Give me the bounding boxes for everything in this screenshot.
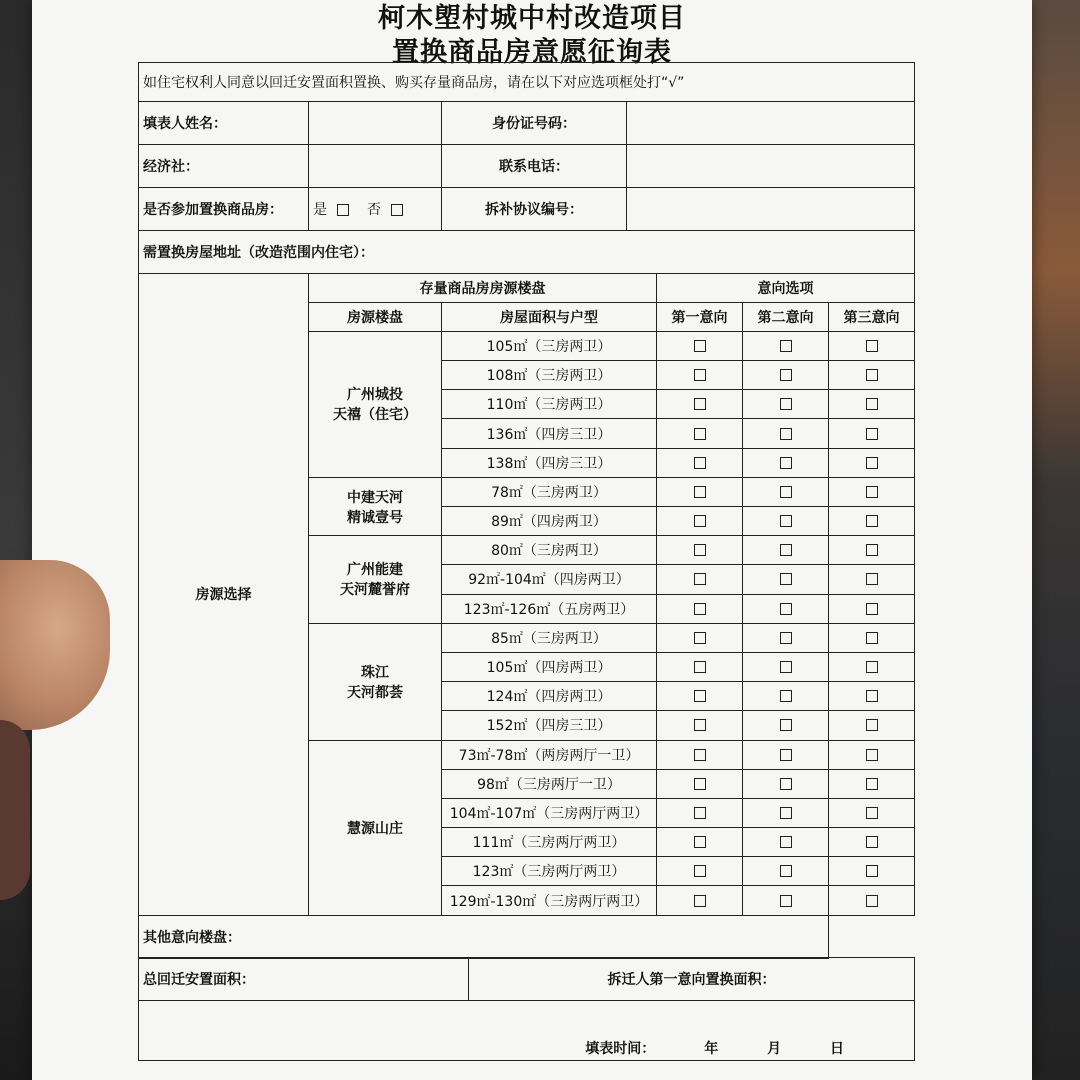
intent-cell-second [743, 682, 829, 711]
third-intent-checkbox[interactable] [866, 398, 878, 410]
id-field[interactable] [627, 102, 915, 145]
first-intent-checkbox[interactable] [694, 865, 706, 877]
intent-cell-third [829, 565, 915, 594]
intent-cell-third [829, 361, 915, 390]
intent-cell-first [657, 682, 743, 711]
col-third-header: 第三意向 [829, 302, 915, 331]
unit-area: 123㎡（三房两厅两卫） [442, 857, 657, 886]
second-intent-checkbox[interactable] [780, 544, 792, 556]
third-intent-checkbox[interactable] [866, 807, 878, 819]
intent-cell-third [829, 419, 915, 448]
intent-cell-second [743, 594, 829, 623]
second-intent-checkbox[interactable] [780, 749, 792, 761]
second-intent-checkbox[interactable] [780, 486, 792, 498]
third-intent-checkbox[interactable] [866, 661, 878, 673]
unit-area: 110㎡（三房两卫） [442, 390, 657, 419]
first-intent-checkbox[interactable] [694, 661, 706, 673]
first-intent-checkbox[interactable] [694, 603, 706, 615]
info-table [138, 62, 915, 274]
intent-cell-third [829, 507, 915, 536]
intent-cell-third [829, 682, 915, 711]
first-intent-checkbox[interactable] [694, 749, 706, 761]
housing-table [138, 273, 915, 959]
intent-cell-first [657, 448, 743, 477]
intent-cell-first [657, 740, 743, 769]
first-intent-checkbox[interactable] [694, 632, 706, 644]
third-intent-checkbox[interactable] [866, 515, 878, 527]
unit-area: 104㎡-107㎡（三房两厅两卫） [442, 798, 657, 827]
second-intent-checkbox[interactable] [780, 369, 792, 381]
unit-area: 73㎡-78㎡（两房两厅一卫） [442, 740, 657, 769]
second-intent-checkbox[interactable] [780, 865, 792, 877]
first-intent-checkbox[interactable] [694, 515, 706, 527]
yes-checkbox[interactable] [337, 204, 349, 216]
intent-cell-second [743, 857, 829, 886]
intent-cell-third [829, 857, 915, 886]
intent-cell-first [657, 390, 743, 419]
third-intent-checkbox[interactable] [866, 428, 878, 440]
intent-cell-third [829, 594, 915, 623]
second-intent-checkbox[interactable] [780, 778, 792, 790]
col-estate-header: 房源楼盘 [309, 302, 442, 331]
second-intent-checkbox[interactable] [780, 661, 792, 673]
intent-cell-first [657, 477, 743, 506]
intent-cell-second [743, 419, 829, 448]
first-intent-checkbox[interactable] [694, 895, 706, 907]
unit-area: 78㎡（三房两卫） [442, 477, 657, 506]
estate-name: 珠江 天河都荟 [309, 623, 442, 740]
col-first-header: 第一意向 [657, 302, 743, 331]
intent-cell-first [657, 536, 743, 565]
intent-cell-third [829, 740, 915, 769]
join-options [309, 188, 442, 231]
unit-area: 98㎡（三房两厅一卫） [442, 769, 657, 798]
intent-cell-first [657, 711, 743, 740]
first-intent-checkbox[interactable] [694, 398, 706, 410]
third-intent-checkbox[interactable] [866, 895, 878, 907]
agreement-label: 拆补协议编号： [442, 188, 627, 231]
phone-label: 联系电话： [442, 145, 627, 188]
month-label: 月 [767, 1041, 782, 1058]
third-intent-checkbox[interactable] [866, 369, 878, 381]
intent-cell-second [743, 390, 829, 419]
no-checkbox[interactable] [391, 204, 403, 216]
intent-cell-third [829, 331, 915, 360]
intent-cell-second [743, 740, 829, 769]
unit-area: 111㎡（三房两厅两卫） [442, 828, 657, 857]
first-intent-checkbox[interactable] [694, 457, 706, 469]
intent-cell-third [829, 448, 915, 477]
first-intent-checkbox[interactable] [694, 778, 706, 790]
date-row [139, 1001, 915, 1061]
third-intent-checkbox[interactable] [866, 340, 878, 352]
intent-cell-second [743, 448, 829, 477]
intent-cell-third [829, 477, 915, 506]
third-intent-checkbox[interactable] [866, 865, 878, 877]
second-intent-checkbox[interactable] [780, 340, 792, 352]
intent-cell-first [657, 828, 743, 857]
third-intent-checkbox[interactable] [866, 603, 878, 615]
second-intent-checkbox[interactable] [780, 603, 792, 615]
estate-name: 慧源山庄 [309, 740, 442, 915]
id-label: 身份证号码： [442, 102, 627, 145]
unit-area: 92㎡-104㎡（四房两卫） [442, 565, 657, 594]
second-intent-checkbox[interactable] [780, 398, 792, 410]
intent-cell-first [657, 331, 743, 360]
intent-cell-first [657, 769, 743, 798]
col-area-header: 房屋面积与户型 [442, 302, 657, 331]
third-intent-checkbox[interactable] [866, 836, 878, 848]
intent-cell-first [657, 652, 743, 681]
unit-area: 105㎡（三房两卫） [442, 331, 657, 360]
instruction-note: 如住宅权利人同意以回迁安置面积置换、购买存量商品房，请在以下对应选项框处打“√” [139, 63, 915, 102]
intent-cell-second [743, 331, 829, 360]
intent-cell-third [829, 886, 915, 915]
agreement-field[interactable] [627, 188, 915, 231]
unit-area: 123㎡-126㎡（五房两卫） [442, 594, 657, 623]
first-intent-checkbox[interactable] [694, 428, 706, 440]
second-intent-checkbox[interactable] [780, 515, 792, 527]
estate-name: 广州城投 天禧（住宅） [309, 331, 442, 477]
section-label: 房源选择 [139, 273, 309, 915]
intent-cell-second [743, 361, 829, 390]
intent-cell-third [829, 536, 915, 565]
second-intent-checkbox[interactable] [780, 719, 792, 731]
address-label: 需置换房屋地址（改造范围内住宅）： [139, 231, 915, 274]
join-label: 是否参加置换商品房： [139, 188, 309, 231]
second-intent-checkbox[interactable] [780, 895, 792, 907]
date-label: 填表时间： [585, 1041, 656, 1058]
intent-cell-second [743, 565, 829, 594]
year-label: 年 [704, 1041, 719, 1058]
estate-name: 广州能建 天河麓誉府 [309, 536, 442, 624]
form-paper [32, 0, 1032, 1080]
intent-cell-second [743, 536, 829, 565]
intent-cell-second [743, 886, 829, 915]
intent-cell-second [743, 828, 829, 857]
econ-label: 经济社： [139, 145, 309, 188]
second-intent-checkbox[interactable] [780, 457, 792, 469]
intent-cell-third [829, 652, 915, 681]
intent-header: 意向选项 [657, 273, 915, 302]
day-label: 日 [830, 1041, 844, 1058]
intent-cell-second [743, 798, 829, 827]
second-intent-checkbox[interactable] [780, 836, 792, 848]
intent-cell-first [657, 886, 743, 915]
second-intent-checkbox[interactable] [780, 690, 792, 702]
name-label: 填表人姓名： [139, 102, 309, 145]
intent-cell-third [829, 390, 915, 419]
intent-cell-second [743, 769, 829, 798]
second-intent-checkbox[interactable] [780, 428, 792, 440]
third-intent-checkbox[interactable] [866, 690, 878, 702]
econ-field[interactable] [309, 145, 442, 188]
form-title [32, 2, 1032, 70]
col-second-header: 第二意向 [743, 302, 829, 331]
intent-cell-first [657, 419, 743, 448]
intent-cell-third [829, 828, 915, 857]
intent-cell-third [829, 623, 915, 652]
unit-area: 80㎡（三房两卫） [442, 536, 657, 565]
third-intent-checkbox[interactable] [866, 749, 878, 761]
unit-area: 138㎡（四房三卫） [442, 448, 657, 477]
intent-cell-second [743, 507, 829, 536]
second-intent-checkbox[interactable] [780, 632, 792, 644]
yes-label: 是 [313, 202, 329, 218]
first-intent-checkbox[interactable] [694, 369, 706, 381]
third-intent-checkbox[interactable] [866, 457, 878, 469]
intent-cell-first [657, 507, 743, 536]
intent-cell-third [829, 798, 915, 827]
unit-area: 124㎡（四房两卫） [442, 682, 657, 711]
phone-field[interactable] [627, 145, 915, 188]
intent-cell-first [657, 565, 743, 594]
intent-cell-second [743, 623, 829, 652]
second-intent-checkbox[interactable] [780, 807, 792, 819]
third-intent-checkbox[interactable] [866, 632, 878, 644]
intent-cell-first [657, 623, 743, 652]
intent-cell-first [657, 798, 743, 827]
unit-area: 89㎡（四房两卫） [442, 507, 657, 536]
name-field[interactable] [309, 102, 442, 145]
total-area-label: 总回迁安置面积： [139, 958, 469, 1001]
survey-form [138, 62, 914, 1061]
first-intent-checkbox[interactable] [694, 719, 706, 731]
intent-cell-first [657, 857, 743, 886]
intent-cell-first [657, 361, 743, 390]
third-intent-checkbox[interactable] [866, 778, 878, 790]
third-intent-checkbox[interactable] [866, 544, 878, 556]
intent-cell-second [743, 477, 829, 506]
hand-shadow [0, 720, 30, 900]
estate-name: 中建天河 精诚壹号 [309, 477, 442, 535]
title-line-1: 柯木塱村城中村改造项目 [378, 3, 686, 34]
unit-area: 136㎡（四房三卫） [442, 419, 657, 448]
unit-area: 105㎡（四房两卫） [442, 652, 657, 681]
intent-cell-first [657, 594, 743, 623]
first-area-label: 拆迁人第一意向置换面积： [469, 958, 915, 1001]
third-intent-checkbox[interactable] [866, 719, 878, 731]
first-intent-checkbox[interactable] [694, 544, 706, 556]
other-label: 其他意向楼盘： [139, 915, 829, 958]
unit-area: 108㎡（三房两卫） [442, 361, 657, 390]
intent-cell-third [829, 769, 915, 798]
first-intent-checkbox[interactable] [694, 486, 706, 498]
first-intent-checkbox[interactable] [694, 340, 706, 352]
title-line-2: 置换商品房意愿征询表 [392, 37, 672, 68]
first-intent-checkbox[interactable] [694, 836, 706, 848]
intent-cell-third [829, 711, 915, 740]
stock-header: 存量商品房房源楼盘 [309, 273, 657, 302]
intent-cell-second [743, 652, 829, 681]
no-label: 否 [367, 202, 383, 218]
first-intent-checkbox[interactable] [694, 807, 706, 819]
third-intent-checkbox[interactable] [866, 486, 878, 498]
intent-cell-second [743, 711, 829, 740]
unit-area: 152㎡（四房三卫） [442, 711, 657, 740]
unit-area: 85㎡（三房两卫） [442, 623, 657, 652]
unit-area: 129㎡-130㎡（三房两厅两卫） [442, 886, 657, 915]
third-intent-checkbox[interactable] [866, 573, 878, 585]
second-intent-checkbox[interactable] [780, 573, 792, 585]
first-intent-checkbox[interactable] [694, 573, 706, 585]
footer-table [138, 957, 915, 1061]
first-intent-checkbox[interactable] [694, 690, 706, 702]
